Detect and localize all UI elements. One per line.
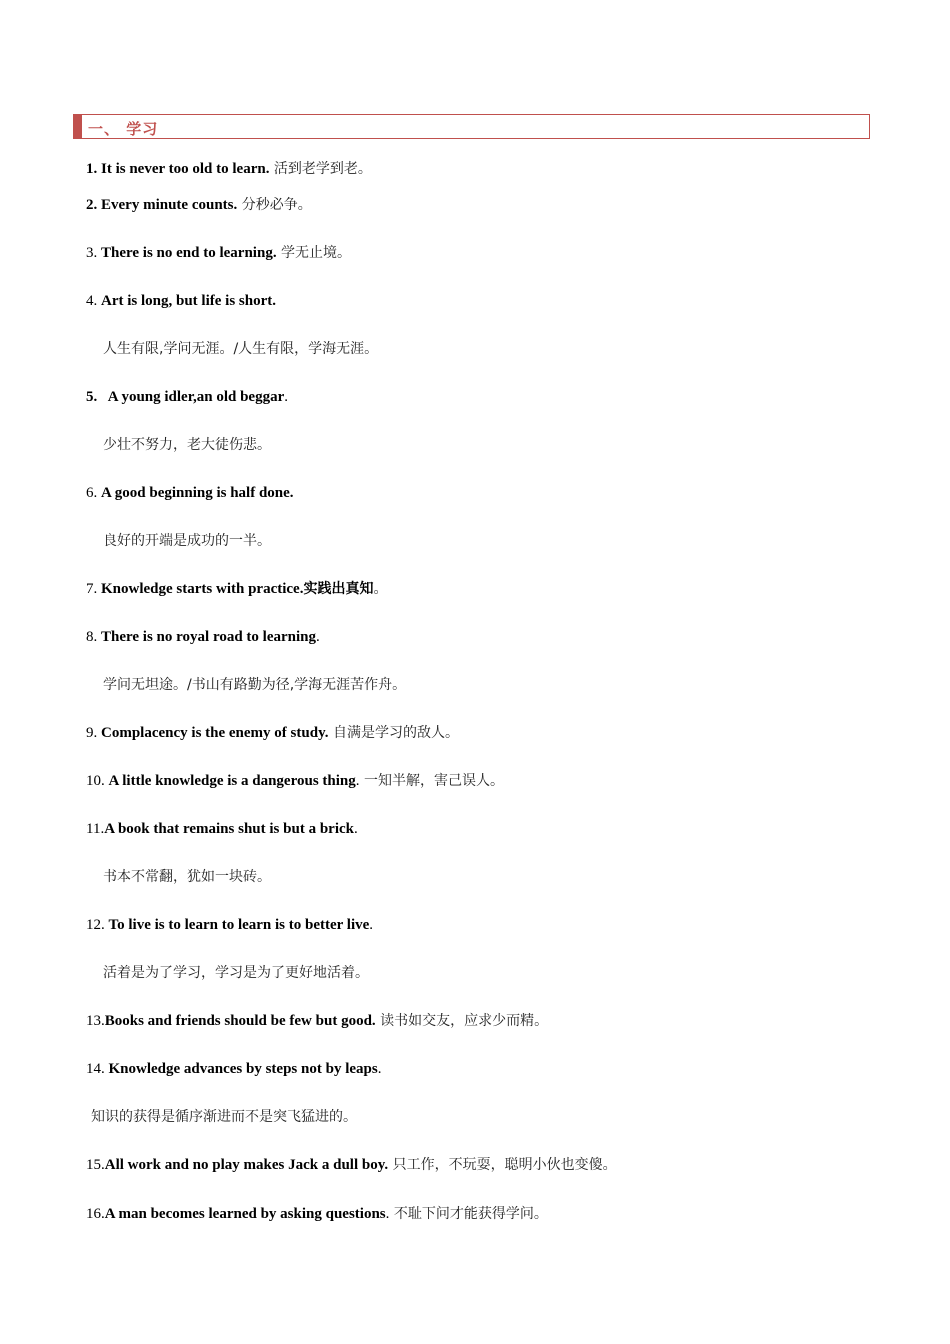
proverb-5-translation	[103, 435, 271, 455]
proverb-number: 6.	[86, 485, 101, 501]
proverb-tail: .	[355, 773, 360, 789]
proverb-english: Knowledge starts with practice.	[101, 581, 304, 597]
proverb-number: 12.	[86, 917, 109, 933]
proverb-1	[86, 159, 372, 179]
proverb-number: 7.	[86, 581, 101, 597]
proverb-3	[86, 243, 351, 263]
proverb-english: There is no royal road to learning	[101, 629, 317, 645]
proverb-5	[86, 387, 288, 407]
proverb-number: 3.	[86, 245, 98, 261]
proverb-chinese: 分秒必争。	[237, 197, 312, 213]
proverb-number: 8.	[86, 629, 101, 645]
proverb-chinese: 人生有限,学问无涯。/人生有限，学海无涯。	[103, 341, 379, 357]
proverb-chinese: 实践出真知	[303, 581, 374, 597]
proverb-number: 15.	[86, 1157, 105, 1173]
proverb-english: It is never too old to learn.	[101, 161, 270, 177]
proverb-tail: .	[284, 389, 289, 405]
proverb-13	[86, 1011, 548, 1031]
proverb-chinese: 少壮不努力，老大徒伤悲。	[103, 437, 271, 453]
proverb-tail: .	[353, 821, 358, 837]
proverb-english: To live is to learn to learn is to better live	[108, 917, 370, 933]
proverb-english: A good beginning is half done.	[101, 485, 294, 501]
proverb-chinese: 只工作，不玩耍，聪明小伙也变傻。	[388, 1157, 617, 1173]
proverb-number: 4.	[86, 293, 101, 309]
proverb-number: 1.	[86, 161, 98, 177]
proverb-number: 10.	[86, 773, 109, 789]
proverb-12	[86, 915, 373, 935]
proverb-8	[86, 627, 320, 647]
proverb-tail: 。	[373, 581, 388, 597]
proverb-english: Knowledge advances by steps not by leaps	[108, 1061, 378, 1077]
proverb-number: 13.	[86, 1013, 105, 1029]
proverb-chinese: 学问无坦途。/书山有路勤为径,学海无涯苦作舟。	[103, 677, 407, 693]
proverb-number: 11.	[86, 821, 105, 837]
proverb-14	[86, 1059, 381, 1079]
proverb-11	[86, 819, 358, 839]
proverb-chinese: 读书如交友，应求少而精。	[375, 1013, 549, 1029]
section-title: 一、 学习	[88, 120, 159, 138]
proverb-number: 5.	[86, 389, 108, 405]
proverb-7	[86, 579, 387, 599]
section-header	[73, 114, 870, 139]
proverb-english: Complacency is the enemy of study.	[101, 725, 329, 741]
proverb-8-translation	[103, 675, 406, 695]
proverb-english: A man becomes learned by asking questions	[104, 1206, 386, 1222]
proverb-english: Every minute counts.	[101, 197, 238, 213]
proverb-12-translation	[103, 963, 369, 983]
proverb-tail: .	[316, 629, 320, 645]
proverb-chinese: 不耻下问才能获得学问。	[389, 1206, 548, 1222]
proverb-chinese: 知识的获得是循序渐进而不是突飞猛进的。	[91, 1109, 357, 1125]
proverb-16	[86, 1204, 548, 1224]
proverb-15	[86, 1155, 617, 1175]
proverb-english: A little knowledge is a dangerous thing	[108, 773, 356, 789]
proverb-number: 2.	[86, 197, 98, 213]
proverb-2	[86, 195, 312, 215]
proverb-english: A book that remains shut is but a brick	[104, 821, 354, 837]
proverb-10	[86, 771, 504, 791]
proverb-tail: .	[369, 917, 374, 933]
proverb-4	[86, 291, 276, 311]
proverb-chinese: 活着是为了学习，学习是为了更好地活着。	[103, 965, 369, 981]
proverb-chinese: 活到老学到老。	[269, 161, 372, 177]
proverb-english: All work and no play makes Jack a dull boy.	[104, 1157, 389, 1173]
proverb-chinese: 良好的开端是成功的一半。	[103, 533, 271, 549]
proverb-tail: .	[385, 1206, 390, 1222]
section-accent-bar	[74, 115, 82, 138]
proverb-english: There is no end to learning.	[101, 245, 277, 261]
proverb-chinese: 学无止境。	[276, 245, 352, 261]
proverb-chinese: 一知半解，害己误人。	[359, 773, 504, 789]
proverb-6-translation	[103, 531, 271, 551]
proverb-number: 14.	[86, 1061, 109, 1077]
proverb-chinese: 书本不常翻，犹如一块砖。	[103, 869, 271, 885]
proverb-11-translation	[103, 867, 271, 887]
proverb-6	[86, 483, 294, 503]
proverb-number: 16.	[86, 1206, 105, 1222]
proverb-chinese: 自满是学习的敌人。	[328, 725, 459, 741]
proverb-english: Books and friends should be few but good.	[104, 1013, 376, 1029]
proverb-english: A young idler,an old beggar	[107, 389, 285, 405]
proverb-4-translation	[103, 339, 378, 359]
proverb-number: 9.	[86, 725, 101, 741]
proverb-tail: .	[377, 1061, 382, 1077]
proverb-14-translation	[91, 1107, 357, 1127]
proverb-9	[86, 723, 459, 743]
proverb-english: Art is long, but life is short.	[101, 293, 277, 309]
